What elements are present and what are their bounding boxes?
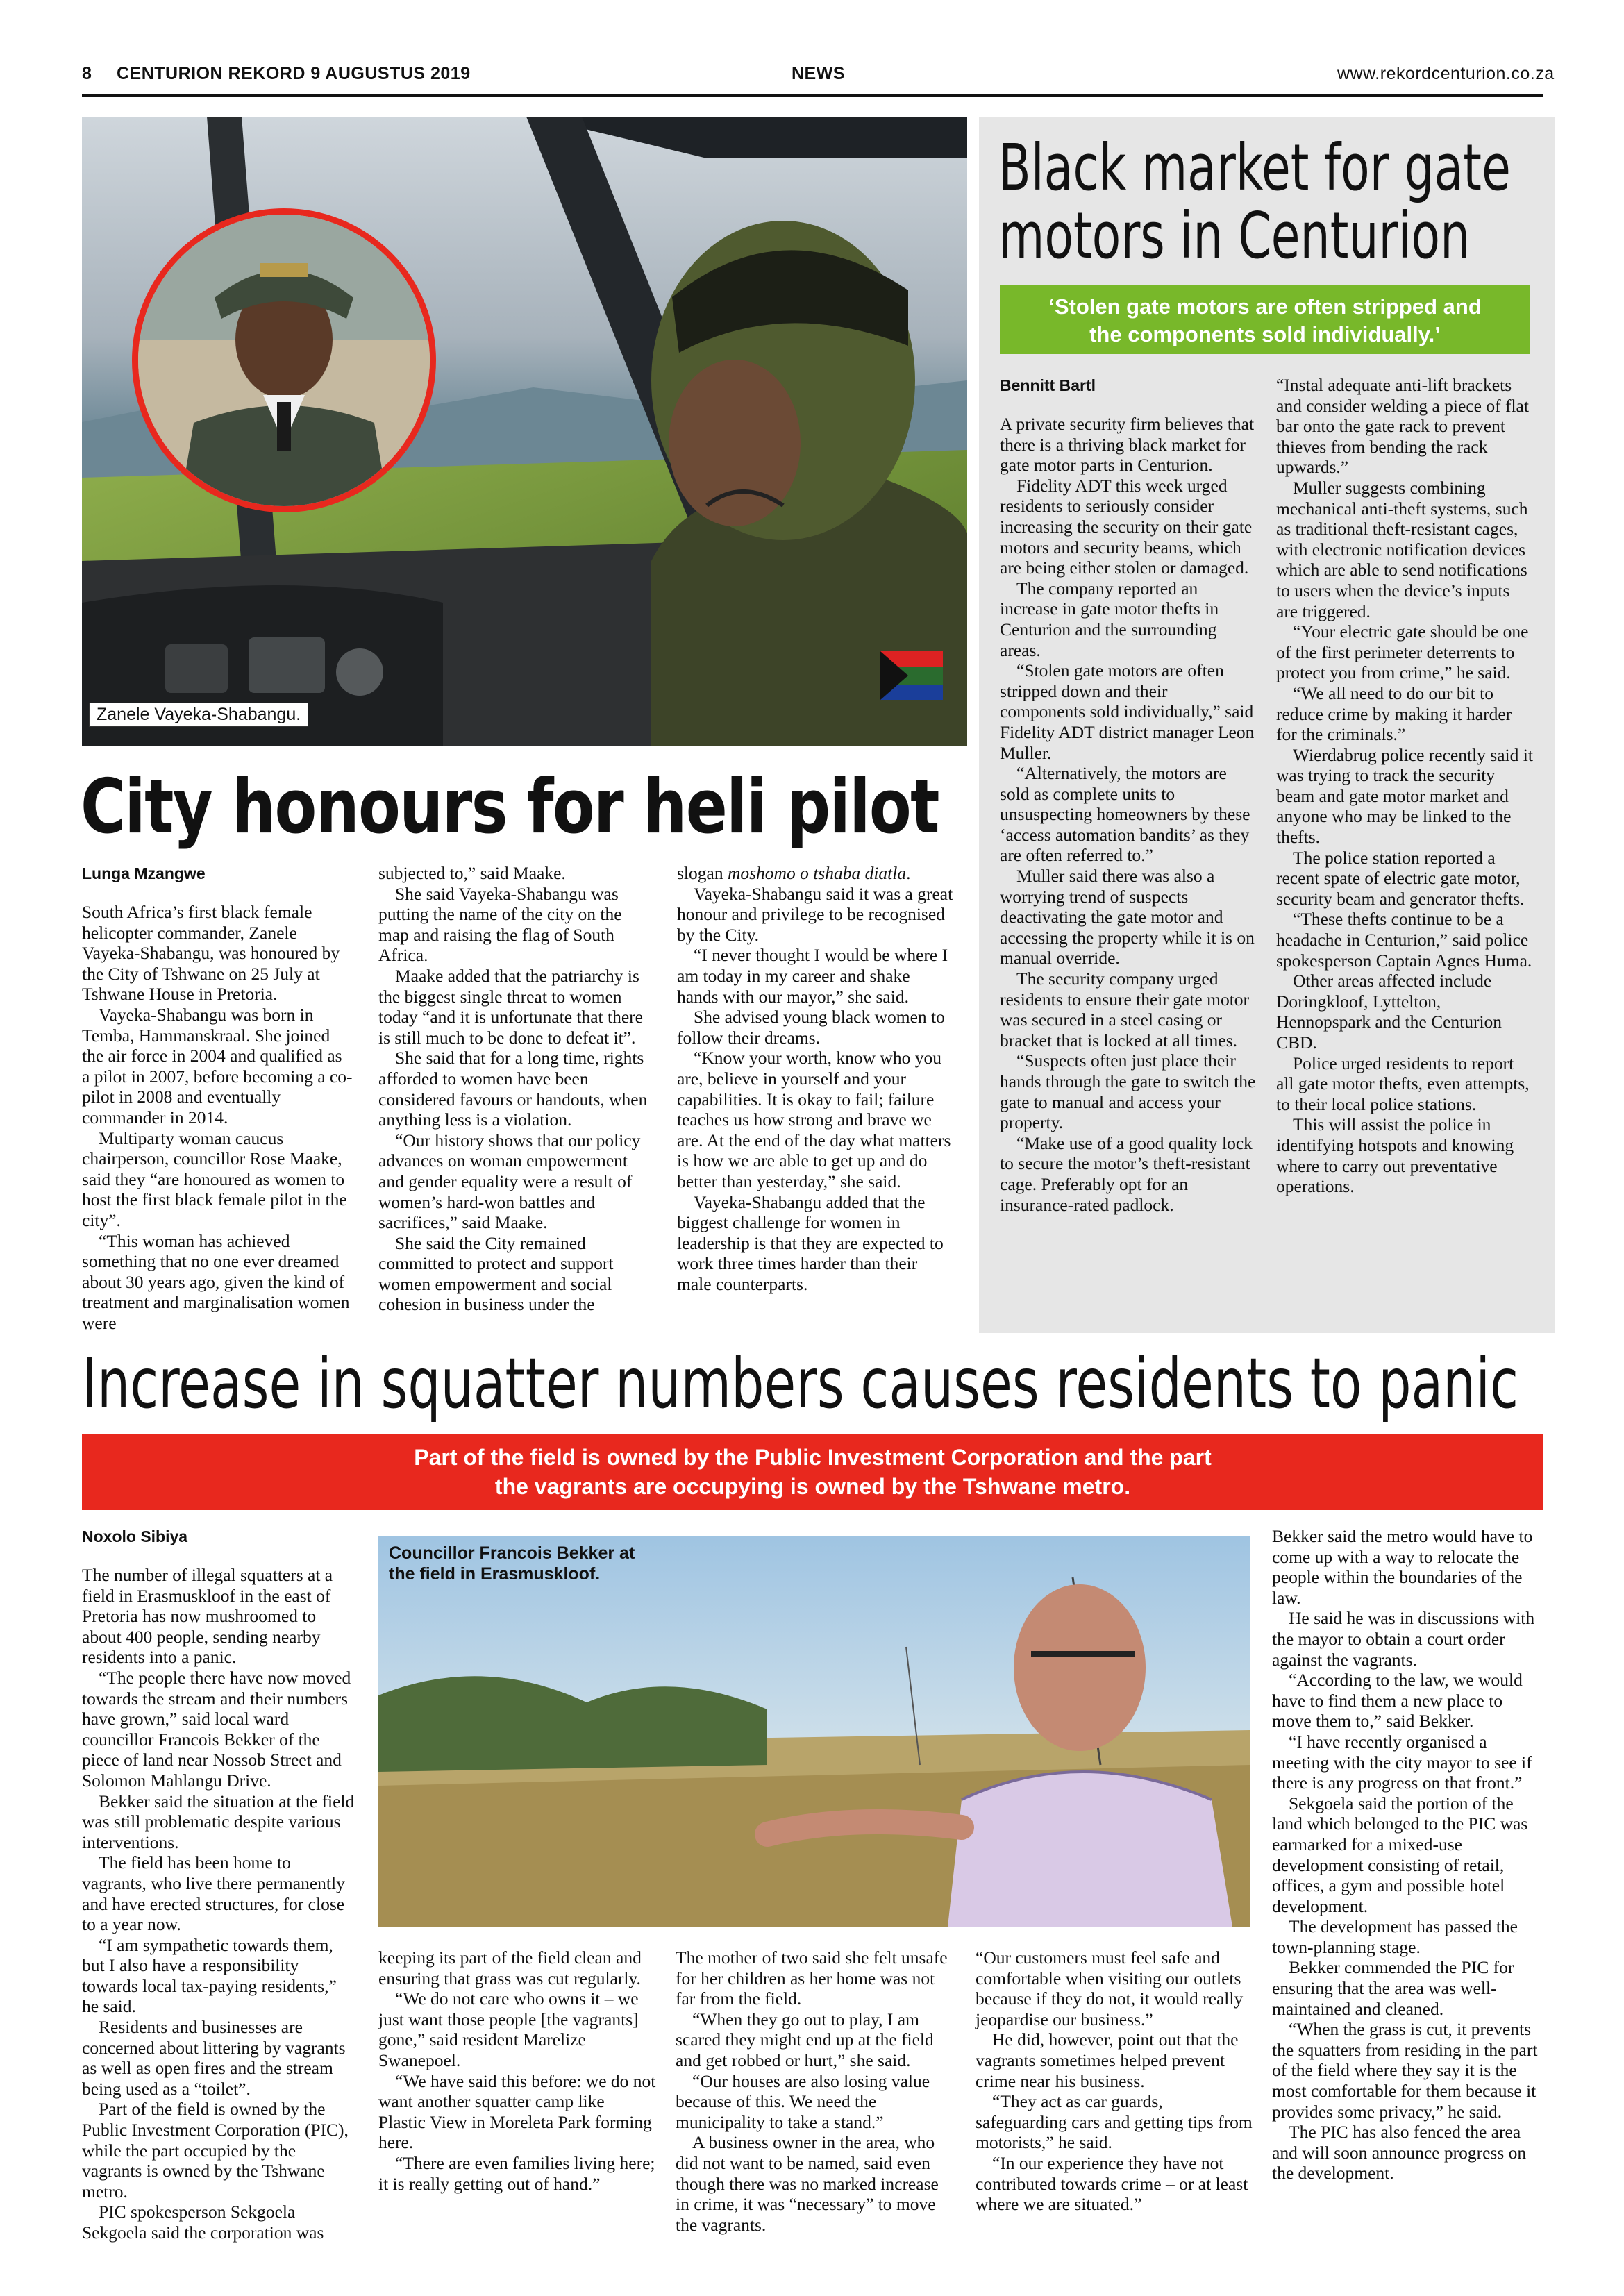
paragraph: Vayeka-Shabangu was born in Temba, Hammanskraal. She joined the air force in 2004 and qualified as a pilot in 2007, before becoming a co-pilot in 2008 and eventually commander in 2014.	[82, 1004, 353, 1128]
paragraph: Multiparty woman caucus chairperson, councillor Rose Maake, said they “are honoured as women to host the first black female pilot in the city”.	[82, 1128, 347, 1230]
squatter-column-2	[378, 1947, 656, 2194]
heli-column-1	[82, 863, 353, 1333]
paragraph: The PIC has also fenced the area and will soon announce progress on the development.	[1272, 2122, 1527, 2184]
banner-line: the vagrants are occupying is owned by the Tshwane metro.	[494, 1474, 1131, 1499]
paragraph: Police urged residents to report all gate motor thefts, even attempts, to their local police stations.	[1276, 1053, 1530, 1114]
pull-quote-line: ‘Stolen gate motors are often stripped and	[1048, 294, 1482, 319]
section-label: NEWS	[792, 64, 845, 83]
paragraph: Muller said there was also a worrying trend of suspects deactivating the gate motor and accessing the property while it is on manual override.	[1000, 866, 1255, 969]
gate-pull-quote	[1000, 285, 1530, 354]
paragraph: “We all need to do our bit to reduce crime by making it harder for the criminals.”	[1276, 682, 1512, 745]
gate-headline-line2: motors in Centurion	[998, 199, 1471, 273]
paragraph: “In our experience they have not contributed towards crime – or at least where we are situated.”	[976, 2152, 1248, 2215]
paragraph: Bekker said the metro would have to come up with a way to relocate the people within the boundaries of the law.	[1272, 1526, 1533, 1608]
page-number: 8	[82, 64, 92, 83]
pilot-portrait-inset	[132, 208, 436, 512]
paragraph: “When they go out to play, I am scared they might end up at the field and get robbed or hurt,” she said.	[676, 2009, 934, 2070]
masthead-rule	[82, 94, 1543, 97]
portrait-illustration	[138, 215, 430, 506]
paragraph: The field has been home to vagrants, who live there permanently and have erected structures, for close to a year now.	[82, 1852, 345, 1935]
paragraph: “These thefts continue to be a headache in Centurion,” said police spokesperson Captain Agnes Huma.	[1276, 909, 1532, 971]
pull-quote-line: the components sold individually.’	[1089, 322, 1441, 346]
paragraph: Bekker said the situation at the field was still problematic despite various interventions.	[82, 1791, 355, 1852]
paragraph: “I am sympathetic towards them, but I also have a responsibility towards local tax-paying residents,” he said.	[82, 1934, 337, 2017]
gate-byline: Bennitt Bartl	[1000, 376, 1096, 394]
paragraph: Vayeka-Shabangu added that the biggest challenge for women in leadership is that they are expected to work three times harder than their male counterparts.	[677, 1191, 944, 1294]
paragraph: She advised young black women to follow their dreams.	[677, 1007, 945, 1048]
paragraph: “Our houses are also losing value because of this. We need the municipality to take a stand.”	[676, 2070, 930, 2132]
heli-byline: Lunga Mzangwe	[82, 864, 206, 882]
paragraph: She said that for a long time, rights afforded to women have been considered favours or handouts, when anything less is a violation.	[378, 1048, 648, 1130]
paragraph: She said the City remained committed to protect and support women empowerment and social cohesion in business under the	[378, 1232, 614, 1315]
paragraph: South Africa’s first black female helicopter commander, Zanele Vayeka-Shabangu, was honoured by the City of Tshwane on 25 July at Tshwane House in Pretoria.	[82, 902, 340, 1005]
paragraph: Part of the field is owned by the Public Investment Corporation (PIC), while the part occupied by the vagrants is owned by the Tshwane metro.	[82, 2099, 349, 2202]
paragraph: “Instal adequate anti-lift brackets and consider welding a piece of flat bar onto the gate rack to prevent thieves from bending the rack upwards.”	[1276, 375, 1529, 478]
slogan-end: .	[906, 863, 911, 883]
paragraph: PIC spokesperson Sekgoela Sekgoela said the corporation was	[82, 2202, 324, 2243]
website-link[interactable]: www.rekordcenturion.co.za	[1337, 64, 1555, 83]
gate-headline-line1: Black market for gate	[998, 131, 1511, 205]
heli-headline: City honours for heli pilot	[81, 764, 939, 850]
slogan-text: moshomo o tshaba diatla	[727, 863, 907, 883]
paragraph: “We do not care who owns it – we just want those people [the vagrants] gone,” said resident Marelize Swanepoel.	[378, 1988, 639, 2070]
paragraph: The police station reported a recent spate of electric gate motor, security beam and generator thefts.	[1276, 847, 1525, 909]
paragraph: The mother of two said she felt unsafe for her children as her home was not far from the field.	[676, 1947, 948, 2009]
paragraph: “They act as car guards, safeguarding cars and getting tips from motorists,” he said.	[976, 2091, 1253, 2153]
paragraph: Vayeka-Shabangu said it was a great honour and privilege to be recognised by the City.	[677, 883, 953, 945]
paragraph: “I have recently organised a meeting with the city mayor to see if there is any progress on that front.”	[1272, 1731, 1532, 1793]
squatter-column-5	[1272, 1526, 1546, 2184]
paragraph: “This woman has achieved something that no one ever dreamed about 30 years ago, given the kind of treatment and marginalisation women were	[82, 1230, 350, 1333]
paragraph: Maake added that the patriarchy is the biggest single threat to women today “and it is unfortunate that there is still much to be done to defeat it”.	[378, 965, 643, 1048]
caption-line: Councillor Francois Bekker at	[389, 1543, 635, 1563]
paragraph: Wierdabrug police recently said it was trying to track the security beam and gate motor market and anyone who may be linked to the thefts.	[1276, 744, 1533, 848]
paragraph: He said he was in discussions with the mayor to obtain a court order against the vagrants.	[1272, 1608, 1535, 1670]
paragraph: The number of illegal squatters at a field in Erasmuskloof in the east of Pretoria has now mushroomed to about 400 people, sending nearby residents into a panic.	[82, 1565, 333, 1668]
paragraph: Bekker commended the PIC for ensuring that the area was well-maintained and cleaned.	[1272, 1957, 1514, 2019]
paragraph: “When the grass is cut, it prevents the squatters from residing in the part of the field where they say it is the most comfortable for them because it provides some privacy,” he said.	[1272, 2019, 1538, 2122]
paragraph: She said Vayeka-Shabangu was putting the name of the city on the map and raising the flag of South Africa.	[378, 883, 622, 966]
gate-column-1	[1000, 375, 1257, 1215]
paragraph: Fidelity ADT this week urged residents to seriously consider increasing the security on their gate motors and security beams, which are being either stolen or damaged.	[1000, 475, 1253, 578]
paragraph: Other areas affected include Doringkloof, Lyttelton, Hennopspark and the Centurion CBD.	[1276, 971, 1502, 1053]
paragraph: “Alternatively, the motors are sold as complete units to unsuspecting homeowners by these ‘access automation bandits’ as they are often referred to.”	[1000, 763, 1250, 866]
paragraph: The development has passed the town-planning stage.	[1272, 1916, 1518, 1957]
paragraph: “We have said this before: we do not want another squatter camp like Plastic View in Moreleta Park forming here.	[378, 2070, 656, 2153]
paragraph: Residents and businesses are concerned about littering by vagrants as well as open fires and the stream being used as a “toilet”.	[82, 2017, 346, 2099]
heli-column-2	[378, 863, 653, 1315]
paragraph: “There are even families living here; it is really getting out of hand.”	[378, 2152, 655, 2194]
paragraph: “I never thought I would be where I am today in my career and shake hands with our mayor,” she said.	[677, 945, 948, 1007]
paragraph: He did, however, point out that the vagrants sometimes helped prevent crime near his business.	[976, 2029, 1239, 2091]
paragraph: The security company urged residents to ensure their gate motor was secured in a steel casing or bracket that is locked at all times.	[1000, 969, 1250, 1050]
squatter-column-1	[82, 1526, 357, 2243]
field-illustration	[378, 1536, 1250, 1927]
paragraph: A private security firm believes that there is a thriving black market for gate motor parts in Centurion.	[1000, 414, 1255, 476]
slogan-lead: slogan	[677, 863, 728, 883]
paragraph: “According to the law, we would have to find them a new place to move them to,” said Bekker.	[1272, 1670, 1523, 1732]
paragraph: “Make use of a good quality lock to secure the motor’s theft-resistant cage. Preferably opt for an insurance-rated padlock.	[1000, 1132, 1253, 1215]
bekker-photo	[378, 1536, 1250, 1927]
paragraph: subjected to,” said Maake.	[378, 863, 566, 883]
gate-column-2	[1276, 375, 1533, 1197]
heli-photo-caption: Zanele Vayeka-Shabangu.	[89, 703, 308, 727]
squatter-headline: Increase in squatter numbers causes residents to panic	[82, 1343, 1519, 1424]
paragraph: “Know your worth, know who you are, believe in yourself and your capabilities. It is okay to fail; failure teaches us how strong and brave we are. At the end of the day what matters is how we are able to get up and do better than yesterday,” she said.	[677, 1048, 951, 1191]
paragraph: The company reported an increase in gate motor thefts in Centurion and the surrounding areas.	[1000, 578, 1219, 660]
heli-column-3	[677, 863, 955, 1294]
paragraph: Sekgoela said the portion of the land which belonged to the PIC was earmarked for a mixed-use development consisting of retail, offices, a gym and possible hotel development.	[1272, 1793, 1528, 1916]
squatter-column-3	[676, 1947, 953, 2235]
squatter-banner	[82, 1434, 1543, 1510]
squatter-byline: Noxolo Sibiya	[82, 1527, 188, 1545]
paragraph: “Stolen gate motors are often stripped down and their components sold individually,” said Fidelity ADT district manager Leon Muller.	[1000, 660, 1255, 763]
paragraph: This will assist the police in identifying hotspots and knowing where to carry out preventative operations.	[1276, 1114, 1514, 1197]
paragraph: “The people there have now moved towards the stream and their numbers have grown,” said local ward councillor Francois Bekker of the piece of land near Nossob Street and Solomon Mahlangu Drive.	[82, 1667, 351, 1791]
bekker-photo-caption	[389, 1543, 635, 1584]
publication-date: CENTURION REKORD 9 AUGUSTUS 2019	[117, 64, 471, 83]
paragraph: A business owner in the area, who did not want to be named, said even though there was no marked increase in crime, it was “necessary” to move the vagrants.	[676, 2132, 939, 2235]
paragraph: “Our history shows that our policy advances on woman empowerment and gender equality were a result of women’s hard-won battles and sacrifices,” said Maake.	[378, 1130, 641, 1233]
paragraph: keeping its part of the field clean and ensuring that grass was cut regularly.	[378, 1947, 642, 1988]
banner-line: Part of the field is owned by the Public Investment Corporation and the part	[414, 1445, 1212, 1470]
paragraph: “Our customers must feel safe and comfortable when visiting our outlets because if they do not, it would really jeopardise our business.”	[976, 1947, 1244, 2029]
paragraph	[677, 863, 955, 884]
paragraph: Muller suggests combining mechanical anti-theft systems, such as traditional theft-resistant cages, with electronic notification devices which are able to send notifications to users when the device’s inputs are triggered.	[1276, 477, 1528, 621]
squatter-column-4	[976, 1947, 1253, 2215]
paragraph: “Suspects often just place their hands through the gate to switch the gate to manual and access your property.	[1000, 1050, 1256, 1133]
caption-line: the field in Erasmuskloof.	[389, 1564, 601, 1584]
paragraph: “Your electric gate should be one of the first perimeter deterrents to protect you from crime,” he said.	[1276, 621, 1529, 683]
